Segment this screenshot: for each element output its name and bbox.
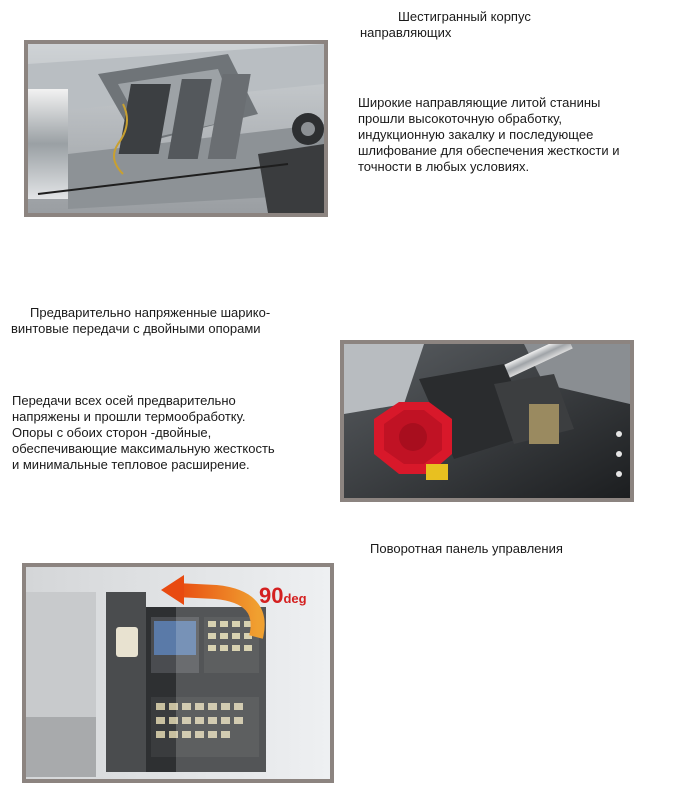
section2-title-line2: винтовые передачи с двойными опорами xyxy=(11,321,261,336)
section2-title xyxy=(11,305,331,337)
section2-title-line1: Предварительно напряженные шарико- xyxy=(30,305,271,320)
section1-title xyxy=(360,9,620,41)
rotation-label xyxy=(259,585,307,610)
section2-desc-line5: и минимальные тепловое расширение. xyxy=(12,457,250,472)
guideway-photo xyxy=(24,40,328,217)
rotation-number: 90 xyxy=(259,583,284,608)
section1-title-line1: Шестигранный корпус xyxy=(398,9,531,24)
section1-desc-line3: индукционную закалку и последующее xyxy=(358,127,594,142)
section2-desc-line1: Передачи всех осей предварительно xyxy=(12,393,236,408)
section3-title: Поворотная панель управления xyxy=(370,541,563,556)
section2-desc-line3: Опоры с обоих сторон -двойные, xyxy=(12,425,212,440)
section2-description xyxy=(12,393,332,473)
rotation-unit: deg xyxy=(283,591,307,606)
guideway-photo-illustration xyxy=(28,44,324,213)
ballscrew-motor-illustration xyxy=(344,344,630,498)
section1-desc-line5: точности в любых условиях. xyxy=(358,159,530,174)
section1-description xyxy=(358,95,678,175)
control-panel-photo xyxy=(22,563,334,783)
ballscrew-motor-photo xyxy=(340,340,634,502)
section2-desc-line2: напряжены и прошли термообработку. xyxy=(12,409,246,424)
section1-desc-line1: Широкие направляющие литой станины xyxy=(358,95,601,110)
section1-desc-line4: шлифование для обеспечения жесткости и xyxy=(358,143,620,158)
section1-desc-line2: прошли высокоточную обработку, xyxy=(358,111,562,126)
section1-title-line2: направляющих xyxy=(360,25,452,40)
section2-desc-line4: обеспечивающие максимальную жесткость xyxy=(12,441,275,456)
